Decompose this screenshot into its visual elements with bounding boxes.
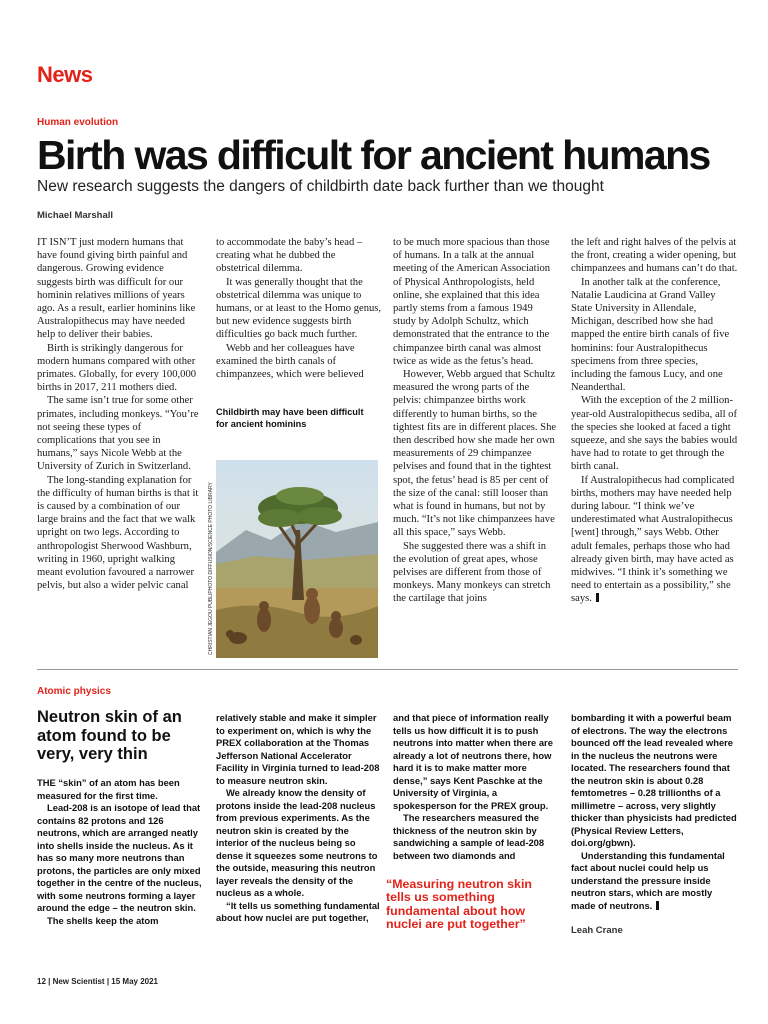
paragraph: However, Webb argued that Schultz measured the wrong parts of the pelvis: chimpanzee births work differently to human births, so the tightest fits are in different places. She then described how she made her own measurements of 29 chimpanzee pelvises and found that in the tightest spot, the fetus’ head is 85 per cent of the size of the canal: still looser than what is found in humans, but not by much. “It’s not like chimpanzees have all this space,” says Webb. bbox=[393, 369, 557, 539]
paragraph: She suggested there was a shift in the evolution of great apes, whose pelvises are different from those of monkeys. Many monkeys can stretch the cartilage that joins bbox=[393, 540, 551, 605]
paragraph: THE “skin” of an atom has been measured for the first time. bbox=[37, 777, 180, 801]
paragraph: The shells keep the atom bbox=[47, 914, 159, 926]
article-column-1 bbox=[37, 236, 202, 592]
article2-headline: Neutron skin of an atom found to be very, very thin bbox=[37, 708, 182, 763]
paragraph: It was generally thought that the obstetrical dilemma was unique to humans, or at least to the Homo genus, but new evidence suggests birth difficulties go back much further. bbox=[216, 276, 382, 341]
photo-caption: Childbirth may have been difficult for ancient hominins bbox=[216, 407, 364, 429]
article2-column-2 bbox=[216, 712, 382, 925]
paragraph: Webb and her colleagues have examined the birth canals of chimpanzees, which were believed bbox=[216, 342, 364, 381]
paragraph: and that piece of information really tells us how difficult it is to push neutrons into matter when there are already a lot of neutrons there, how hard it is to make matter more dense,” says Kent Paschke at the University of Virginia, a spokesperson for the PREX group. bbox=[393, 712, 553, 811]
paragraph-text: Understanding this fundamental fact about nuclei could help us understand the pressure inside neutron stars, which are mostly made of neutrons. bbox=[571, 849, 725, 911]
paragraph: to accommodate the baby’s head – creating what he dubbed the obstetrical dilemma. bbox=[216, 237, 363, 275]
article-kicker: Human evolution bbox=[37, 117, 119, 128]
paragraph bbox=[571, 850, 739, 913]
article-column-4 bbox=[571, 236, 738, 606]
paragraph: Lead-208 is an isotope of lead that contains 82 protons and 126 neutrons, which are arranged neatly into shells inside the nucleus. As it has so many more neutrons than protons, the particles are only mixed together in the centre of the nucleus, with some neutrons forming a layer around the edge – the neutron skin. bbox=[37, 802, 202, 913]
pull-quote: “Measuring neutron skin tells us something fundamental about how nuclei are put together” bbox=[386, 877, 532, 932]
paragraph: The same isn’t true for some other primates, including monkeys. “You’re not seeing these types of complications that you see in humans,” says Nicole Webb at the University of Zurich in Switzerland. bbox=[37, 395, 199, 473]
article2-column-4 bbox=[571, 712, 739, 912]
paragraph: IT ISN’T just modern humans that have found giving birth painful and dangerous. Growing evidence suggests birth was difficult for our hominin relatives millions of years ago. As a result, earlier hominins like Australopithecus may have needed help to deliver their babies. bbox=[37, 237, 196, 341]
paragraph: relatively stable and make it simpler to experiment on, which is why the PREX collaboration at the Thomas Jefferson National Accelerator Facility in Virginia turned to lead-208 to measure neutron skin. bbox=[216, 712, 380, 786]
section-divider bbox=[37, 669, 738, 670]
paragraph: to be much more spacious than those of humans. In a talk at the annual meeting of the American Association of Physical Anthropologists, held online, she explained that this idea partly stems from a famous 1949 study by Adolph Schultz, which demonstrated that the entrance to the chimpanzee birth canal was almost twice as wide as the fetus’s head. bbox=[393, 237, 551, 367]
article2-byline: Leah Crane bbox=[571, 925, 623, 936]
paragraph: We already know the density of protons inside the lead-208 nucleus from previous experiments. As the neutron skin is created by the interior of the nucleus being so dense it squeezes some neutrons to the outside, measuring this neutron layer reveals the density of the nucleus as a whole. bbox=[216, 787, 378, 898]
paragraph: With the exception of the 2 million-year-old Australopithecus sediba, all of the species she looked at faced a tight squeeze, and she says the babies would have had to rotate to get through the birth canal. bbox=[571, 395, 738, 473]
article-standfirst: New research suggests the dangers of childbirth date back further than we thought bbox=[37, 178, 604, 195]
photo-credit: CHRISTIAN JEGOU PUBLIPHOTO DIFFUSION/SCIENCE PHOTO LIBRARY bbox=[208, 482, 214, 655]
paragraph: The researchers measured the thickness of the neutron skin by sandwiching a sample of lead-208 between two diamonds and bbox=[393, 812, 545, 861]
paragraph bbox=[571, 474, 738, 606]
paragraph: the left and right halves of the pelvis at the front, creating a wider opening, but chimpanzees and humans can’t do that. bbox=[571, 237, 738, 275]
article-column-2 bbox=[216, 236, 382, 381]
paragraph: In another talk at the conference, Natalie Laudicina at Grand Valley State University in Allendale, Michigan, described how she had mapped the entire birth canals of five hominins: four Australopithecus specimens from three species, including the famous Lucy, and one Neanderthal. bbox=[571, 276, 730, 394]
paragraph: Birth is strikingly dangerous for modern humans compared with other primates. Globally, for every 100,000 births in 2017, 211 mothers died. bbox=[37, 342, 197, 394]
hominin-illustration bbox=[216, 460, 378, 658]
end-mark bbox=[656, 901, 659, 910]
article-headline: Birth was difficult for ancient humans bbox=[37, 132, 710, 178]
end-mark bbox=[596, 593, 599, 602]
article2-column-1 bbox=[37, 777, 207, 927]
paragraph-text: If Australopithecus had complicated births, mothers may have needed help during labour. “I think we’ve underestimated what Australopithecus [went] through,” says Webb. Other adult females, perhaps those who had already given birth, may have acted as midwives. “I think it’s something we need to entertain as a possibility,” she says. bbox=[571, 474, 735, 605]
article2-column-3 bbox=[393, 712, 561, 862]
paragraph: The long-standing explanation for the difficulty of human births is that it is caused by a combination of our large brains and the fact that we walk upright on two legs. According to anthropologist Sherwood Washburn, writing in 1960, upright walking meant evolution favoured a narrower pelvis, but also a wider pelvic canal bbox=[37, 474, 199, 592]
section-title: News bbox=[37, 62, 93, 87]
article-byline: Michael Marshall bbox=[37, 210, 114, 221]
paragraph: bombarding it with a powerful beam of electrons. The way the electrons bounced off the lead revealed where in the nucleus the neutrons were located. The researchers found that the neutron skin is about 0.28 femtometres – 0.28 trillionths of a millimetre – across, very slightly thicker than physicists had predicted (Physical Review Letters, doi.org/gbwn). bbox=[571, 712, 737, 848]
paragraph: “It tells us something fundamental about how nuclei are put together, bbox=[216, 899, 380, 923]
page-footer: 12 | New Scientist | 15 May 2021 bbox=[37, 977, 158, 986]
article-column-3 bbox=[393, 236, 558, 606]
article2-kicker: Atomic physics bbox=[37, 686, 111, 697]
